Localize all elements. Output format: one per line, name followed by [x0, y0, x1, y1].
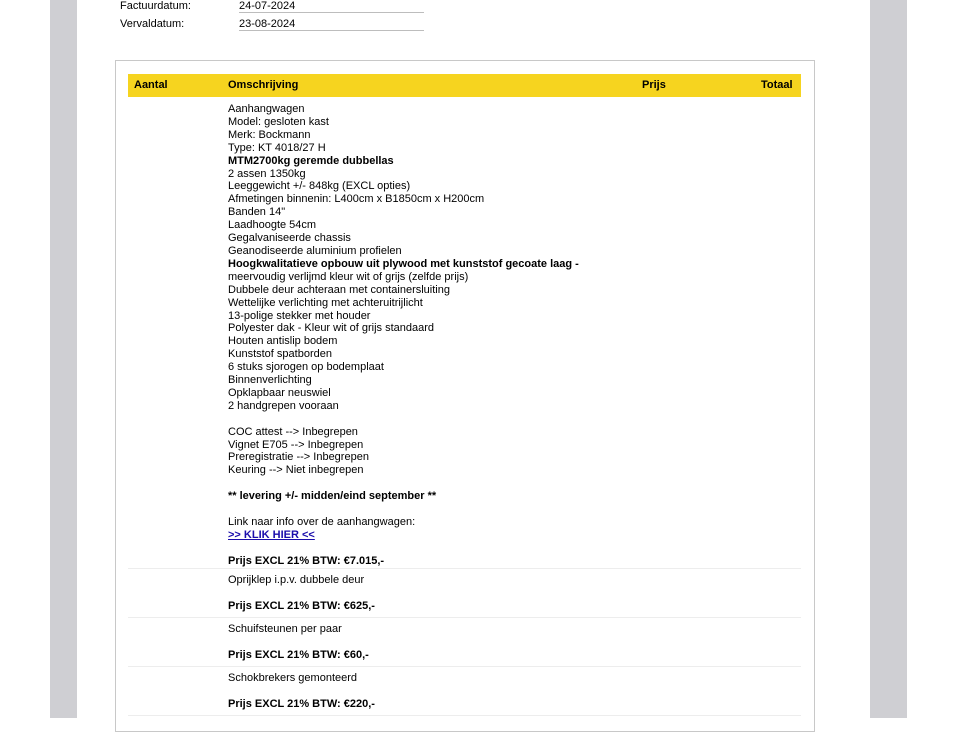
description-line: Wettelijke verlichting met achteruitrijlicht [228, 296, 423, 309]
row-divider [128, 715, 801, 716]
description-line: ** levering +/- midden/eind september ** [228, 490, 437, 503]
header-price: Prijs [642, 79, 666, 91]
header-description: Omschrijving [228, 79, 299, 91]
description-line: Houten antislip bodem [228, 335, 338, 348]
description-line: MTM2700kg geremde dubbellas [228, 154, 394, 167]
description-line: Model: gesloten kast [228, 115, 329, 128]
description-line: Hoogkwalitatieve opbouw uit plywood met kunststof gecoate laag - [228, 257, 579, 270]
description-line: 13-polige stekker met houder [228, 309, 371, 322]
table-row [228, 672, 788, 711]
description-line: Preregistratie --> Inbegrepen [228, 451, 369, 464]
table-header [128, 74, 801, 97]
item-price: Prijs EXCL 21% BTW: €220,- [228, 697, 375, 710]
description-line: Aanhangwagen [228, 103, 305, 115]
description-line: Schokbrekers gemonteerd [228, 672, 358, 684]
viewer-margin-right [870, 0, 907, 718]
table-row [228, 623, 788, 662]
description-line: Schuifsteunen per paar [228, 623, 342, 635]
description-line: Type: KT 4018/27 H [228, 141, 326, 154]
row-divider [128, 666, 801, 667]
viewer-margin-left [50, 0, 77, 718]
due-date-value: 23-08-2024 [239, 18, 424, 31]
table-row [228, 103, 788, 568]
background-left [0, 0, 50, 718]
info-link[interactable]: >> KLIK HIER << [228, 528, 315, 541]
description-line: Oprijklep i.p.v. dubbele deur [228, 574, 365, 586]
description-line: Opklapbaar neuswiel [228, 386, 331, 399]
row-divider [128, 617, 801, 618]
description-line: Keuring --> Niet inbegrepen [228, 464, 364, 477]
description-line: Afmetingen binnenin: L400cm x B1850cm x H200cm [228, 193, 485, 206]
invoice-date-label: Factuurdatum: [120, 0, 191, 12]
description-line: Vignet E705 --> Inbegrepen [228, 438, 364, 451]
row-divider [128, 568, 801, 569]
header-total: Totaal [761, 79, 793, 91]
description-line [228, 413, 788, 426]
description-line: Link naar info over de aanhangwagen: [228, 515, 416, 528]
description-line: 2 handgrepen vooraan [228, 399, 339, 412]
description-line [228, 477, 788, 490]
description-line: Kunststof spatborden [228, 348, 332, 361]
description-line [228, 503, 788, 516]
item-price: Prijs EXCL 21% BTW: €625,- [228, 599, 375, 612]
description-line: Polyester dak - Kleur wit of grijs standaard [228, 322, 435, 335]
description-line: Gegalvaniseerde chassis [228, 232, 351, 245]
description-line: Leeggewicht +/- 848kg (EXCL opties) [228, 180, 411, 193]
description-line: Merk: Bockmann [228, 128, 311, 141]
due-date-label: Vervaldatum: [120, 18, 185, 30]
description-line: 6 stuks sjorogen op bodemplaat [228, 361, 384, 374]
description-line: Laadhoogte 54cm [228, 219, 317, 232]
invoice-date-value: 24-07-2024 [239, 0, 424, 13]
item-price: Prijs EXCL 21% BTW: €7.015,- [228, 554, 385, 567]
description-line: Geanodiseerde aluminium profielen [228, 244, 402, 257]
description-line: Dubbele deur achteraan met containersluiting [228, 283, 450, 296]
header-qty: Aantal [134, 79, 168, 91]
description-line: meervoudig verlijmd kleur wit of grijs (zelfde prijs) [228, 270, 469, 283]
description-line: Banden 14" [228, 206, 286, 219]
item-price: Prijs EXCL 21% BTW: €60,- [228, 648, 369, 661]
description-line: Binnenverlichting [228, 374, 312, 387]
description-line: 2 assen 1350kg [228, 167, 306, 180]
description-line: COC attest --> Inbegrepen [228, 425, 358, 438]
table-row [228, 574, 788, 613]
